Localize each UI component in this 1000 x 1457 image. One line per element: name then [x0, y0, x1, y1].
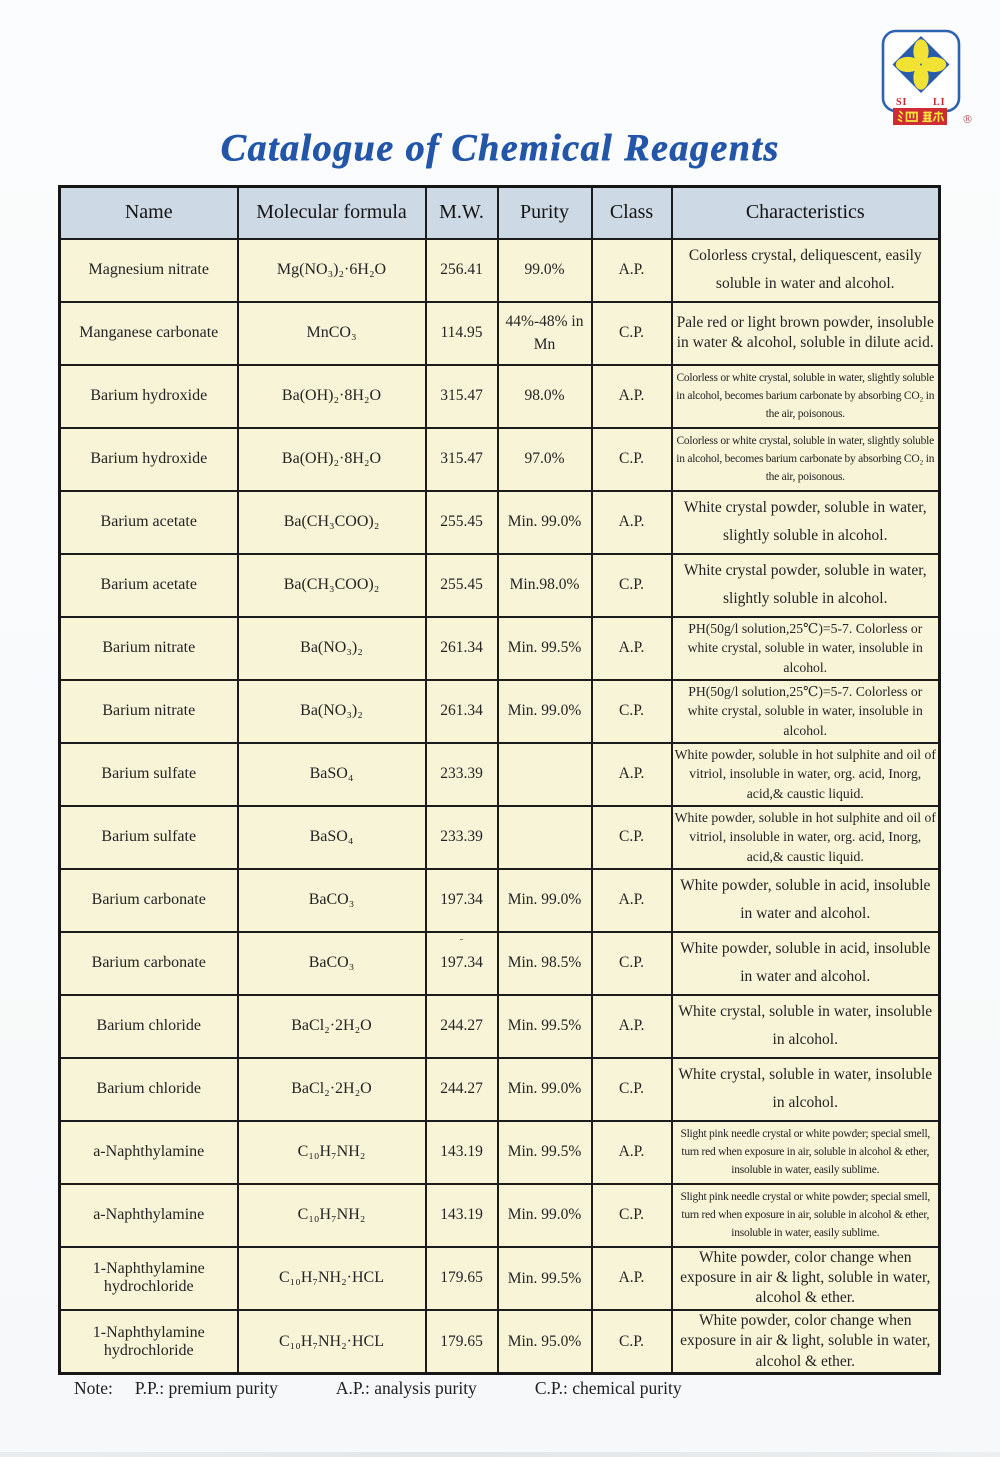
cell-molecular-formula: C₁₀H₇NH₂ [238, 1121, 426, 1184]
cell-mw: 143.19 [426, 1184, 498, 1247]
cell-class: A.P. [592, 239, 672, 302]
cell-molecular-formula: BaSO₄ [238, 743, 426, 806]
column-header-purity: Purity [498, 187, 592, 239]
cell-name: Barium hydroxide [60, 428, 238, 491]
cell-purity: Min. 99.0% [498, 1058, 592, 1121]
note-item-cp: C.P.: chemical purity [534, 1378, 682, 1398]
column-header-characteristics: Characteristics [672, 187, 940, 239]
cell-molecular-formula: Ba(OH)₂·8H₂O [238, 365, 426, 428]
cell-molecular-formula: BaCO₃ [238, 932, 426, 995]
cell-class: A.P. [592, 491, 672, 554]
cell-molecular-formula: BaSO₄ [238, 806, 426, 869]
cell-mw: 197.34 [426, 869, 498, 932]
cell-name: Barium sulfate [60, 806, 238, 869]
cell-name: 1-Naphthylamine hydrochloride [60, 1310, 238, 1374]
registered-trademark-icon: ® [962, 113, 973, 126]
cell-characteristics: Colorless or white crystal, soluble in water, slightly soluble in alcohol, becomes barium carbonate by absorbing CO₂ in the air, poisonous. [672, 428, 940, 491]
cell-mw: 179.65 [426, 1310, 498, 1374]
cell-mw: 315.47 [426, 365, 498, 428]
cell-purity: 44%-48% in Mn [498, 302, 592, 365]
cell-characteristics: White powder, color change when exposure in air & light, soluble in water, alcohol & ether. [672, 1247, 940, 1310]
column-header-class: Class [592, 187, 672, 239]
cell-class: C.P. [592, 302, 672, 365]
cell-class: A.P. [592, 869, 672, 932]
note-label: Note: [74, 1378, 113, 1398]
cell-characteristics: White powder, soluble in hot sulphite and oil of vitriol, insoluble in water, org. acid, Inorg, acid,& caustic liquid. [672, 806, 940, 869]
cell-name: Barium acetate [60, 491, 238, 554]
cell-name: Barium chloride [60, 995, 238, 1058]
table-row [60, 365, 940, 428]
cell-purity: Min.98.0% [498, 554, 592, 617]
cell-characteristics: PH(50g/l solution,25℃)=5-7. Colorless or white crystal, soluble in water, insoluble in alcohol. [672, 617, 940, 680]
column-header-molecular-formula: Molecular formula [238, 187, 426, 239]
cell-class: A.P. [592, 995, 672, 1058]
footer-note [74, 1378, 682, 1399]
cell-purity: 97.0% [498, 428, 592, 491]
cell-name: Barium nitrate [60, 680, 238, 743]
cell-name: a-Naphthylamine [60, 1184, 238, 1247]
note-item-ap: A.P.: analysis purity [335, 1378, 477, 1398]
cell-molecular-formula: Ba(NO₃)₂ [238, 617, 426, 680]
cell-class: C.P. [592, 428, 672, 491]
cell-characteristics: White crystal powder, soluble in water, slightly soluble in alcohol. [672, 491, 940, 554]
cell-name: Barium carbonate [60, 869, 238, 932]
table-header [60, 187, 940, 239]
cell-mw: 256.41 [426, 239, 498, 302]
cell-mw: 143.19 [426, 1121, 498, 1184]
cell-purity [498, 806, 592, 869]
table-row [60, 491, 940, 554]
cell-characteristics: Slight pink needle crystal or white powder; special smell, turn red when exposure in air, soluble in alcohol & ether, insoluble in water, easily sublime. [672, 1121, 940, 1184]
cell-class: C.P. [592, 1058, 672, 1121]
note-item-pp: P.P.: premium purity [134, 1378, 278, 1398]
cell-molecular-formula: BaCl₂·2H₂O [238, 1058, 426, 1121]
cell-characteristics: White powder, soluble in hot sulphite and oil of vitriol, insoluble in water, org. acid, Inorg, acid,& caustic liquid. [672, 743, 940, 806]
logo-text-si: SI [896, 97, 908, 108]
cell-mw: 244.27 [426, 1058, 498, 1121]
cell-class: A.P. [592, 365, 672, 428]
cell-class: A.P. [592, 743, 672, 806]
cell-characteristics: PH(50g/l solution,25℃)=5-7. Colorless or white crystal, soluble in water, insoluble in alcohol. [672, 680, 940, 743]
cell-class: A.P. [592, 1121, 672, 1184]
cell-purity: Min. 99.5% [498, 617, 592, 680]
cell-mw: 233.39 [426, 743, 498, 806]
page-title: Catalogue of Chemical Reagents [220, 127, 780, 169]
table-body [60, 239, 940, 1374]
cell-purity: Min. 95.0% [498, 1310, 592, 1374]
cell-molecular-formula: Ba(CH₃COO)₂ [238, 554, 426, 617]
cell-name: Manganese carbonate [60, 302, 238, 365]
table-row [60, 806, 940, 869]
scan-artifact-dash: - [459, 932, 464, 945]
table-header-row [60, 187, 940, 239]
cell-mw: 255.45 [426, 554, 498, 617]
cell-purity: Min. 99.0% [498, 1184, 592, 1247]
cell-mw: 197.34 - [426, 932, 498, 995]
cell-class: C.P. [592, 1310, 672, 1374]
cell-name: a-Naphthylamine [60, 1121, 238, 1184]
cell-class: A.P. [592, 1247, 672, 1310]
cell-molecular-formula: Mg(NO₃)₂·6H₂O [238, 239, 426, 302]
logo-text-li: LI [933, 97, 946, 108]
company-logo [880, 28, 984, 128]
cell-mw: 261.34 [426, 617, 498, 680]
table-row [60, 995, 940, 1058]
cell-purity: 98.0% [498, 365, 592, 428]
cell-class: A.P. [592, 617, 672, 680]
cell-name: Barium nitrate [60, 617, 238, 680]
cell-purity [498, 743, 592, 806]
table-row [60, 617, 940, 680]
cell-molecular-formula: Ba(CH₃COO)₂ [238, 491, 426, 554]
cell-mw: 244.27 [426, 995, 498, 1058]
cell-characteristics: White crystal powder, soluble in water, slightly soluble in alcohol. [672, 554, 940, 617]
cell-purity: Min. 99.5% [498, 1247, 592, 1310]
cell-name: Barium carbonate [60, 932, 238, 995]
cell-mw: 233.39 [426, 806, 498, 869]
cell-molecular-formula: Ba(NO₃)₂ [238, 680, 426, 743]
table-row [60, 932, 940, 995]
cell-characteristics: White powder, soluble in acid, insoluble in water and alcohol. [672, 932, 940, 995]
cell-mw: 255.45 [426, 491, 498, 554]
table-row [60, 239, 940, 302]
cell-mw: 114.95 [426, 302, 498, 365]
table-row [60, 1247, 940, 1310]
table-row [60, 302, 940, 365]
cell-name: Barium sulfate [60, 743, 238, 806]
cell-characteristics: Slight pink needle crystal or white powder; special smell, turn red when exposure in air, soluble in alcohol & ether, insoluble in water, easily sublime. [672, 1184, 940, 1247]
cell-characteristics: Colorless or white crystal, soluble in water, slightly soluble in alcohol, becomes barium carbonate by absorbing CO₂ in the air, poisonous. [672, 365, 940, 428]
table-row [60, 680, 940, 743]
cell-name: Magnesium nitrate [60, 239, 238, 302]
cell-purity: Min. 99.5% [498, 1121, 592, 1184]
cell-mw: 315.47 [426, 428, 498, 491]
table-row [60, 554, 940, 617]
table-row [60, 869, 940, 932]
scanner-edge-shadow [0, 1452, 1000, 1457]
cell-molecular-formula: BaCO₃ [238, 869, 426, 932]
sili-logo-icon [880, 28, 984, 128]
cell-characteristics: White crystal, soluble in water, insoluble in alcohol. [672, 1058, 940, 1121]
cell-class: C.P. [592, 806, 672, 869]
cell-purity: Min. 99.5% [498, 995, 592, 1058]
cell-purity: 99.0% [498, 239, 592, 302]
cell-name: 1-Naphthylamine hydrochloride [60, 1247, 238, 1310]
cell-class: C.P. [592, 932, 672, 995]
column-header-m-w: M.W. [426, 187, 498, 239]
cell-mw: 179.65 [426, 1247, 498, 1310]
cell-characteristics: Colorless crystal, deliquescent, easily soluble in water and alcohol. [672, 239, 940, 302]
cell-molecular-formula: MnCO₃ [238, 302, 426, 365]
cell-mw: 261.34 [426, 680, 498, 743]
cell-class: C.P. [592, 1184, 672, 1247]
table-row [60, 1184, 940, 1247]
cell-purity: Min. 99.0% [498, 680, 592, 743]
cell-molecular-formula: BaCl₂·2H₂O [238, 995, 426, 1058]
cell-name: Barium acetate [60, 554, 238, 617]
table-row [60, 428, 940, 491]
cell-purity: Min. 98.5% [498, 932, 592, 995]
cell-characteristics: White powder, soluble in acid, insoluble in water and alcohol. [672, 869, 940, 932]
cell-purity: Min. 99.0% [498, 491, 592, 554]
cell-class: C.P. [592, 554, 672, 617]
cell-molecular-formula: Ba(OH)₂·8H₂O [238, 428, 426, 491]
chemical-reagents-table [58, 185, 941, 1375]
cell-characteristics: White crystal, soluble in water, insoluble in alcohol. [672, 995, 940, 1058]
table-row [60, 1058, 940, 1121]
table-row [60, 743, 940, 806]
cell-purity: Min. 99.0% [498, 869, 592, 932]
cell-characteristics: Pale red or light brown powder, insoluble in water & alcohol, soluble in dilute acid. [672, 302, 940, 365]
cell-molecular-formula: C₁₀H₇NH₂·HCL [238, 1247, 426, 1310]
cell-name: Barium hydroxide [60, 365, 238, 428]
cell-class: C.P. [592, 680, 672, 743]
table-row [60, 1121, 940, 1184]
cell-name: Barium chloride [60, 1058, 238, 1121]
cell-molecular-formula: C₁₀H₇NH₂·HCL [238, 1310, 426, 1374]
cell-molecular-formula: C₁₀H₇NH₂ [238, 1184, 426, 1247]
table-row [60, 1310, 940, 1374]
column-header-name: Name [60, 187, 238, 239]
cell-characteristics: White powder, color change when exposure in air & light, soluble in water, alcohol & ether. [672, 1310, 940, 1374]
